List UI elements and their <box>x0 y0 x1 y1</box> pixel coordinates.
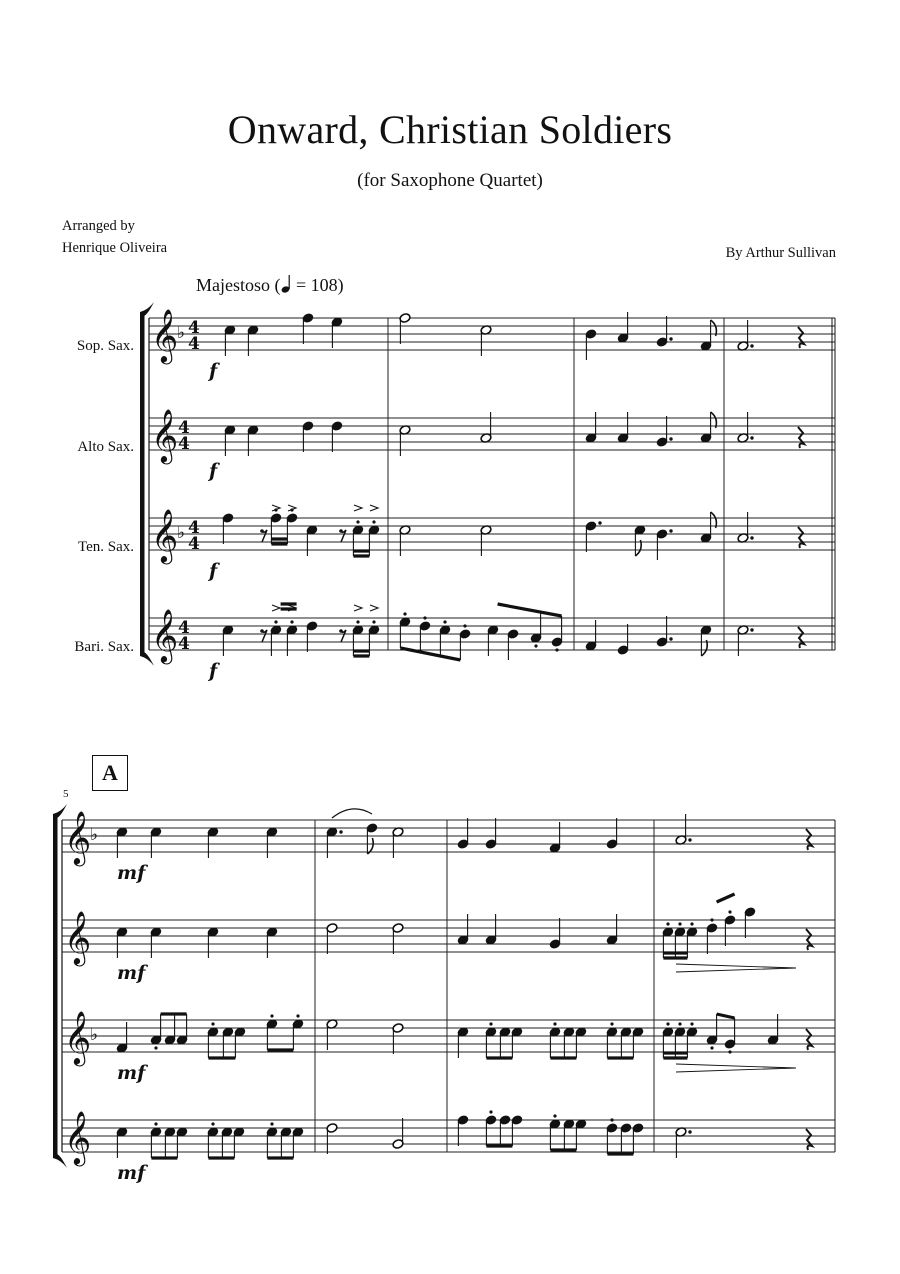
augmentation-dot <box>669 529 672 532</box>
staccato-dot <box>678 922 681 925</box>
dynamic-marking: mf <box>117 962 146 984</box>
dynamic-marking: f <box>209 460 218 482</box>
staccato-dot <box>270 1122 273 1125</box>
treble-clef-icon: 𝄞 <box>151 508 179 562</box>
quarter-rest-icon <box>798 327 804 348</box>
staccato-dot <box>274 620 277 623</box>
staccato-dot <box>154 1046 157 1049</box>
augmentation-dot <box>669 637 672 640</box>
accent-mark <box>354 605 362 611</box>
staccato-dot <box>678 1022 681 1025</box>
staccato-dot <box>356 520 359 523</box>
flat-icon: ♭ <box>90 1025 99 1045</box>
dynamic-marking: mf <box>117 862 146 884</box>
quarter-rest-icon <box>798 527 804 548</box>
decrescendo-hairpin <box>676 1064 796 1072</box>
staccato-dot <box>154 1122 157 1125</box>
staccato-dot <box>666 1022 669 1025</box>
treble-clef-icon: 𝄞 <box>64 1110 92 1164</box>
score-subtitle: (for Saxophone Quartet) <box>357 170 543 191</box>
staccato-dot <box>463 624 466 627</box>
beam <box>717 894 735 902</box>
eighth-rest-icon <box>339 529 343 533</box>
tempo-text: Majestoso ( <box>196 275 281 295</box>
quarter-rest-icon <box>798 427 804 448</box>
dynamic-marking: f <box>209 660 218 682</box>
instrument-label-soprano: Sop. Sax. <box>76 338 134 354</box>
flat-icon: ♭ <box>90 825 99 845</box>
time-signature-numerator: 4 <box>178 418 190 438</box>
staccato-dot <box>728 910 731 913</box>
augmentation-dot <box>688 838 691 841</box>
dynamic-marking: mf <box>117 1162 146 1184</box>
accent-mark <box>354 505 362 511</box>
accent-mark <box>370 605 378 611</box>
staccato-dot <box>710 918 713 921</box>
staccato-dot <box>290 620 293 623</box>
quarter-rest-icon <box>806 1029 812 1050</box>
staccato-dot <box>270 1014 273 1017</box>
quarter-rest-icon <box>798 627 804 648</box>
staccato-dot <box>356 620 359 623</box>
treble-clef-icon: 𝄞 <box>64 810 92 864</box>
flat-icon: ♭ <box>177 323 186 343</box>
treble-clef-icon: 𝄞 <box>64 1010 92 1064</box>
quarter-rest-icon <box>806 1129 812 1150</box>
eighth-rest-icon <box>260 529 264 533</box>
staccato-dot <box>534 644 537 647</box>
staccato-dot <box>372 620 375 623</box>
staccato-dot <box>555 648 558 651</box>
decrescendo-hairpin <box>676 964 796 972</box>
treble-clef-icon: 𝄞 <box>151 608 179 662</box>
staccato-dot <box>553 1114 556 1117</box>
flat-icon: ♭ <box>177 523 186 543</box>
dynamic-marking: f <box>209 360 218 382</box>
staccato-dot <box>690 922 693 925</box>
staccato-dot <box>728 1050 731 1053</box>
arranger-name: Henrique Oliveira <box>62 240 168 256</box>
system-bracket <box>53 814 58 1158</box>
quarter-rest-icon <box>806 929 812 950</box>
arranger-label: Arranged by <box>62 218 135 234</box>
augmentation-dot <box>750 436 753 439</box>
staccato-dot <box>211 1122 214 1125</box>
time-signature-denominator: 4 <box>188 334 200 354</box>
staccato-dot <box>666 922 669 925</box>
quarter-rest-icon <box>806 829 812 850</box>
augmentation-dot <box>339 830 342 833</box>
augmentation-dot <box>669 337 672 340</box>
time-signature-numerator: 4 <box>178 618 190 638</box>
eighth-rest-icon <box>260 629 264 633</box>
instrument-label-alto: Alto Sax. <box>77 439 134 455</box>
instrument-label-baritone: Bari. Sax. <box>74 639 134 655</box>
staccato-dot <box>489 1022 492 1025</box>
accent-mark <box>272 605 280 611</box>
measure-number: 5 <box>63 788 69 800</box>
slur <box>332 809 372 818</box>
staccato-dot <box>710 1046 713 1049</box>
dynamic-marking: f <box>209 560 218 582</box>
staccato-dot <box>443 620 446 623</box>
beam <box>717 1014 735 1018</box>
staccato-dot <box>423 616 426 619</box>
time-signature-numerator: 4 <box>188 318 200 338</box>
augmentation-dot <box>750 628 753 631</box>
time-signature-numerator: 4 <box>188 518 200 538</box>
time-signature-denominator: 4 <box>178 634 190 654</box>
staccato-dot <box>489 1110 492 1113</box>
accent-mark <box>370 505 378 511</box>
instrument-label-tenor: Ten. Sax. <box>77 539 134 555</box>
augmentation-dot <box>688 1130 691 1133</box>
system-bracket <box>140 312 145 656</box>
staccato-dot <box>610 1022 613 1025</box>
staccato-dot <box>296 1014 299 1017</box>
score-title: Onward, Christian Soldiers <box>227 107 673 152</box>
composer-credit: By Arthur Sullivan <box>725 245 836 261</box>
staccato-dot <box>403 612 406 615</box>
time-signature-denominator: 4 <box>188 534 200 554</box>
staccato-dot <box>690 1022 693 1025</box>
beam <box>498 604 562 616</box>
staccato-dot <box>211 1022 214 1025</box>
staccato-dot <box>372 520 375 523</box>
rehearsal-mark: A <box>92 755 128 791</box>
treble-clef-icon: 𝄞 <box>151 308 179 362</box>
augmentation-dot <box>598 521 601 524</box>
time-signature-denominator: 4 <box>178 434 190 454</box>
treble-clef-icon: 𝄞 <box>64 910 92 964</box>
augmentation-dot <box>750 344 753 347</box>
staccato-dot <box>553 1022 556 1025</box>
eighth-rest-icon <box>339 629 343 633</box>
tempo-value: = 108) <box>291 275 344 295</box>
staccato-dot <box>610 1118 613 1121</box>
treble-clef-icon: 𝄞 <box>151 408 179 462</box>
augmentation-dot <box>669 437 672 440</box>
augmentation-dot <box>750 536 753 539</box>
dynamic-marking: mf <box>117 1062 146 1084</box>
